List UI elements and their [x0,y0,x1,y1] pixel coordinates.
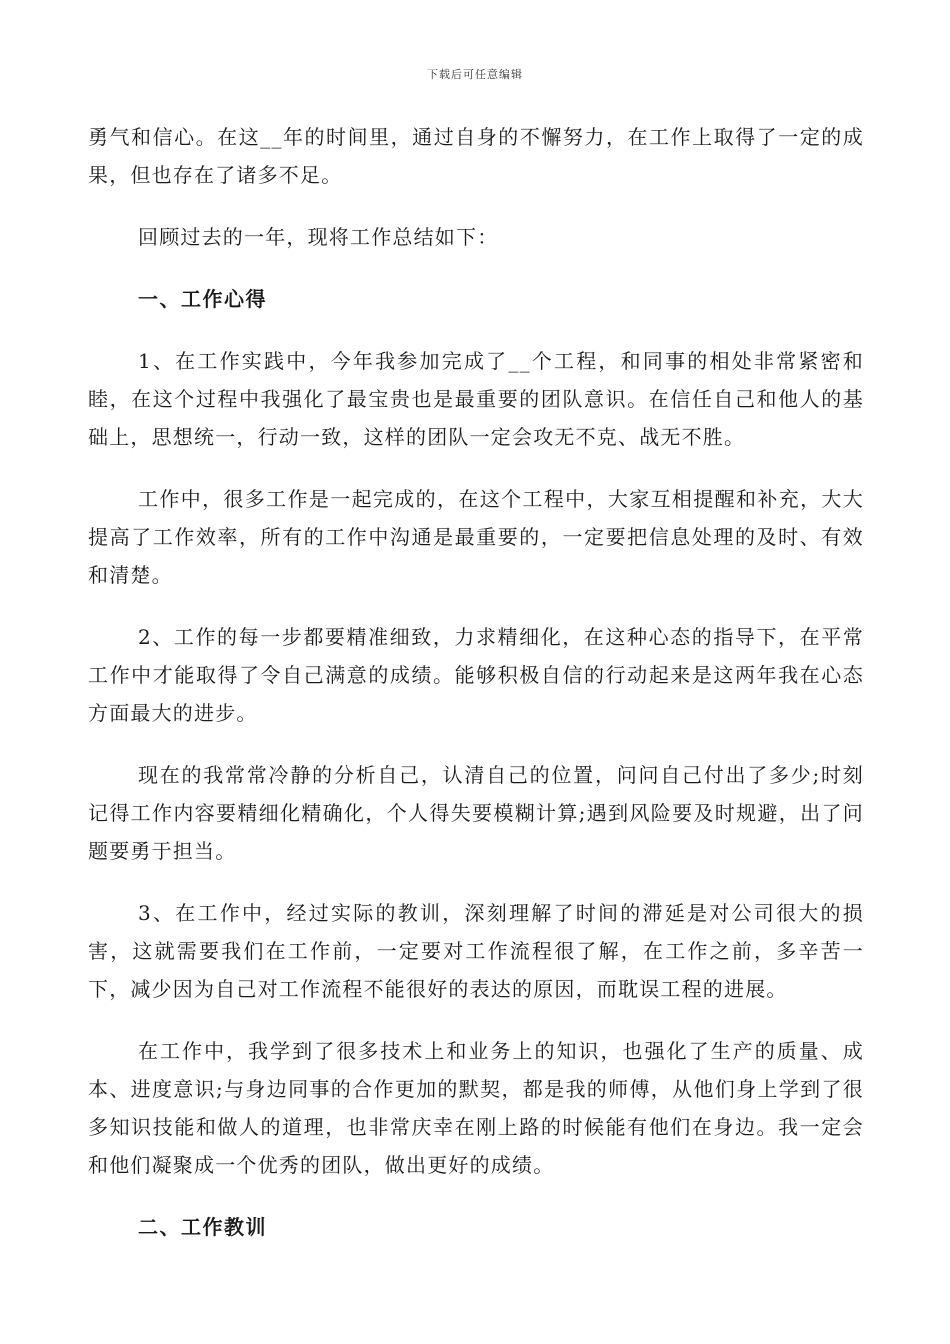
paragraph-learning: 在工作中，我学到了很多技术上和业务上的知识，也强化了生产的质量、成本、进度意识;与身边同事的合作更加的默契，都是我的师傅，从他们身上学到了很多知识技能和做人的道理，也非常庆幸在刚上路的时候能有他们在身边。我一定会和他们凝聚成一个优秀的团队，做出更好的成绩。 [88,1039,864,1177]
paragraph-point-2: 2、工作的每一步都要精准细致，力求精细化，在这种心态的指导下，在平常工作中才能取得了令自己满意的成绩。能够积极自信的行动起来是这两年我在心态方面最大的进步。 [88,625,864,725]
section-heading-work-lessons: 二、工作教训 [138,1215,267,1239]
paragraph-teamwork: 工作中，很多工作是一起完成的，在这个工程中，大家互相提醒和补充，大大提高了工作效率，所有的工作中沟通是最重要的，一定要把信息处理的及时、有效和清楚。 [88,487,864,587]
document-body [88,118,864,1270]
section-heading-work-experience: 一、工作心得 [138,287,267,311]
page-header: 下载后可任意编辑 [427,68,523,81]
paragraph-intro-continued: 勇气和信心。在这__年的时间里，通过自身的不懈努力，在工作上取得了一定的成果，但也存在了诸多不足。 [88,125,864,187]
paragraph-point-1: 1、在工作实践中，今年我参加完成了__个工程，和同事的相处非常紧密和睦，在这个过程中我强化了最宝贵也是最重要的团队意识。在信任自己和他人的基础上，思想统一，行动一致，这样的团队一定会攻无不克、战无不胜。 [88,349,864,449]
paragraph-review: 回顾过去的一年，现将工作总结如下： [138,225,499,249]
paragraph-point-3: 3、在工作中，经过实际的教训，深刻理解了时间的滞延是对公司很大的损害，这就需要我们在工作前，一定要对工作流程很了解，在工作之前，多辛苦一下，减少因为自己对工作流程不能很好的表达的原因，而耽误工程的进展。 [88,901,864,1001]
paragraph-self-analysis: 现在的我常常冷静的分析自己，认清自己的位置，问问自己付出了多少;时刻记得工作内容要精细化精确化，个人得失要模糊计算;遇到风险要及时规避，出了问题要勇于担当。 [88,763,864,863]
